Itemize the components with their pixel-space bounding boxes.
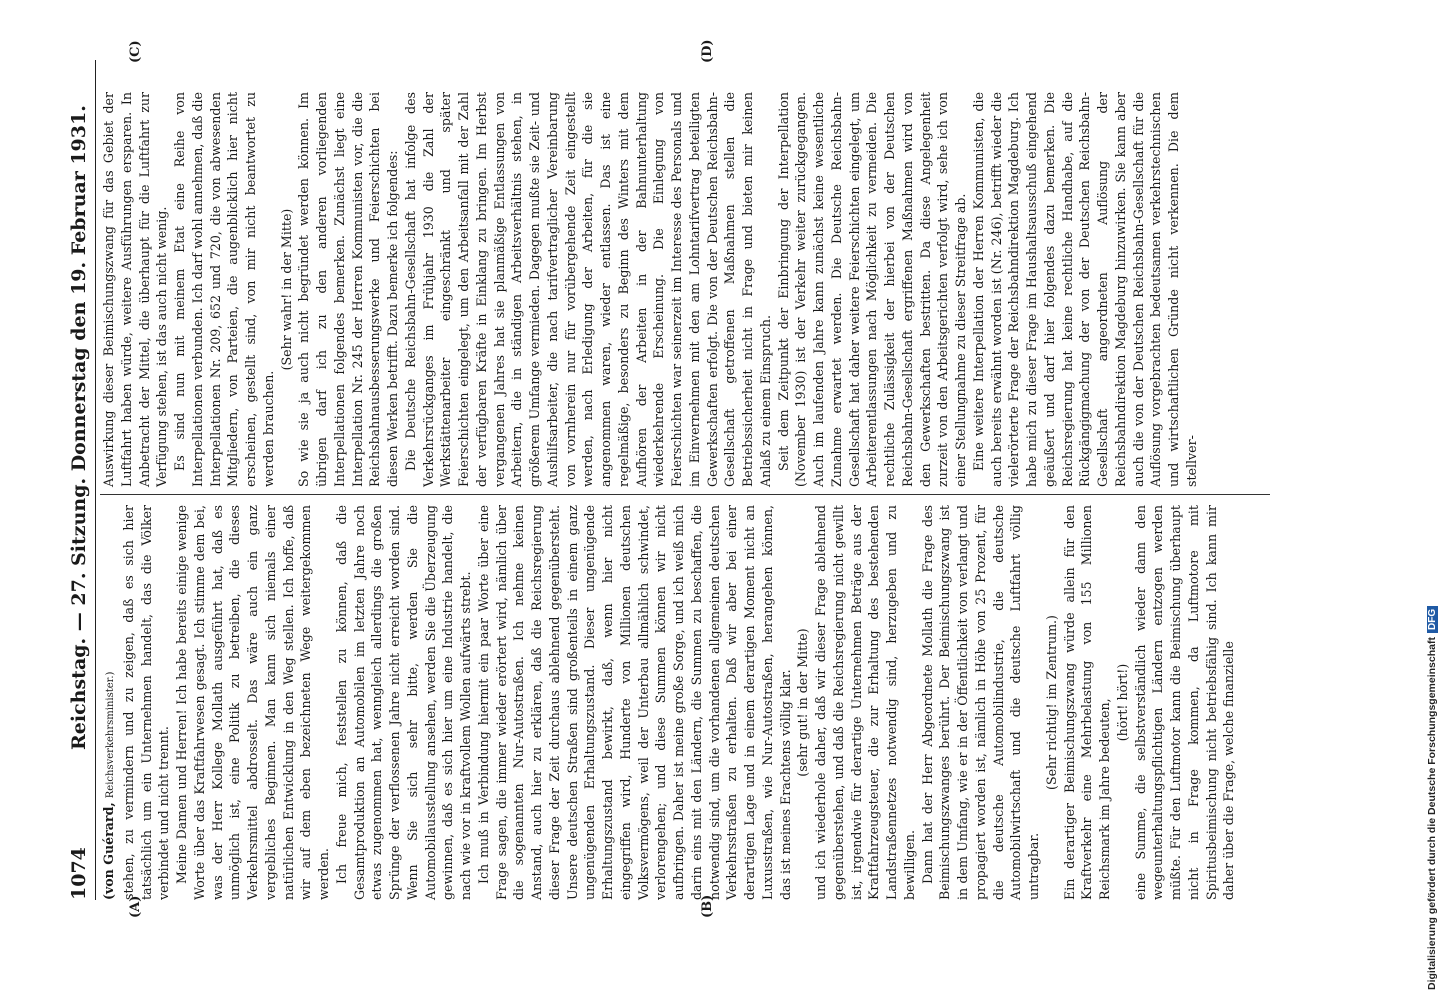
- margin-mark-a: (A): [128, 895, 143, 918]
- right-column: [100, 92, 1201, 487]
- paragraph: Seit dem Zeitpunkt der Einbringung der Interpellation (November 1930) ist der Verkehr weiter zurückgegangen. Auch im laufenden Jahre kann zunächst keine wesentliche Zunahme erwartet werden. Die Deutsche Reichsbahn-Gesellschaft hat daher weitere Feierschichten eingelegt, um Arbeiterentlassungen nach Möglichkeit zu vermeiden. Die rechtliche Zulässigkeit der hierbei von der Deutschen Reichsbahn-Gesellschaft ergriffenen Maßnahmen wird von den Gewerkschaften bestritten. Da diese Angelegenheit zurzeit von den Arbeitsgerichten verfolgt wird, sehe ich von einer Stellungnahme zu dieser Streitfrage ab.: [775, 92, 968, 487]
- paragraph: eine Summe, die selbstverständlich wieder dann den wegeunterhaltungspflichtigen Ländern entzogen werden müßte. Für den Luftmotor kann die Beimischung überhaupt nicht in Frage kommen, da Luftmotore mit Spiritusbeimischung nicht betriebsfähig sind. Ich kann mir daher über die Frage, welche finanzielle: [1132, 505, 1237, 900]
- margin-mark-b: (B): [700, 894, 715, 918]
- paragraph: Es sind nun mit meinem Etat eine Reihe von Interpellationen verbunden. Ich darf wohl annehmen, daß die Interpellationen Nr. 209, 652 und 720, die von abwesenden Mitgliedern, von Parteien, die augenblicklich hier nicht erscheinen, gestellt sind, von mir nicht beantwortet zu werden brauchen.: [172, 92, 276, 487]
- running-title: Reichstag. — 27. Sitzung. Donnerstag den 19. Februar 1931.: [68, 105, 90, 750]
- paragraph: Auswirkung dieser Beimischungszwang für das Gebiet der Luftfahrt haben würde, weitere Ausführungen ersparen. In Anbetracht der Mittel, die überhaupt für die Luftfahrt zur Verfügung stehen, ist das auch nicht wenig.: [101, 92, 170, 487]
- interjection: (sehr gut! in der Mitte): [795, 628, 811, 777]
- margin-mark-c: (C): [128, 40, 143, 63]
- paragraph: und ich wiederhole daher, daß wir dieser Frage ablehnend gegenüberstehen, und daß die Reichsregierung nicht gewillt ist, irgendwie für derartige Unternehmen Beträge aus der Kraftfahrzeugsteuer, die zur Erhaltung des bestehenden Landstraßennetzes notwendig sind, herzugeben und zu bewilligen.: [813, 505, 917, 900]
- paragraph: Meine Damen und Herren! Ich habe bereits einige wenige Worte über das Kraftfahrwesen gesagt. Ich stimme dem bei, was der Herr Kollege Mollath ausgeführt hat, daß es unmöglich ist, eine Politik zu betreiben, die dieses Verkehrsmittel abdrosselt. Das wäre auch ein ganz vergebliches Beginnen. Man kann sich niemals einer natürlichen Entwicklung in den Weg stellen. Ich hoffe, daß wir auf dem eben bezeichneten Wege weitergekommen werden.: [174, 505, 331, 900]
- paragraph: So wie sie ja auch nicht begründet werden können. Im übrigen darf ich zu den anderen vorliegenden Interpellationen folgendes bemerken. Zunächst liegt eine Interpellation Nr. 245 der Herren Kommunisten vor, die die Reichsbahnausbesserungswerke und Feierschichten bei diesen Werken betrifft. Dazu bemerke ich folgendes:: [296, 92, 400, 487]
- page-header: [68, 60, 94, 900]
- credit-text: Digitalisierung gefördert durch die Deutsche Forschungsgemeinschaft: [1426, 637, 1438, 990]
- paragraph: Ich muß in Verbindung hiermit ein paar Worte über eine Frage sagen, die immer wieder erörtert wird, nämlich über die sogenannten Nur-Autostraßen. Ich nehme keinen Anstand, auch hier zu erklären, daß die Reichsregierung dieser Frage der Zeit durchaus ablehnend gegenübersteht. Unsere deutschen Straßen sind großenteils in einem ganz ungenügenden Erhaltungszustand. Dieser ungenügende Erhaltungszustand bewirkt, daß, wenn hier nicht eingegriffen wird, Hunderte von Millionen deutschen Volksvermögens, weil der Unterbau allmählich schwindet, verlorengehen; und diese Summen können wir nicht aufbringen. Daher ist meine große Sorge, und ich weiß mich darin eins mit den Ländern, die Summen zu beschaffen, die notwendig sind, um die vorhandenen allgemeinen deutschen Verkehrsstraßen zu erhalten. Daß wir aber bei einer derartigen Lage und in einem derartigen Moment nicht an Luxusstraßen, wie Nur-Autostraßen, herangehen können, das ist meines Erachtens völlig klar.: [475, 505, 793, 900]
- speaker-title: Reichsverkehrsminister.): [105, 671, 116, 799]
- paragraph: Die Deutsche Reichsbahn-Gesellschaft hat infolge des Verkehrsrückganges im Frühjahr 1930 die Zahl der Werkstättenarbeiter eingeschränkt und später Feierschichten eingelegt, um den Arbeitsanfall mit der Zahl der verfügbaren Kräfte in Einklang zu bringen. Im Herbst vergangenen Jahres hat sie planmäßige Entlassungen von Arbeitern, die in ständigen Arbeitsverhältnis stehen, in größerem Umfange vermieden. Dagegen mußte sie Zeit- und Aushilfsarbeiter, die nach tarifvertraglicher Vereinbarung von vornherein nur für vorübergehende Zeit eingestellt werden, nach Erledigung der Arbeiten, für die sie angenommen waren, wieder entlassen. Das ist eine regelmäßige, besonders zu Beginn des Winters mit dem Aufhören der Arbeiten in der Bahnunterhaltung wiederkehrende Erscheinung. Die Einlegung von Feierschichten war seinerzeit im Interesse des Personals und im Einvernehmen mit den am Lohntarifvertrag beteiligten Gewerkschaften erfolgt. Die von der Deutschen Reichsbahn-Gesellschaft getroffenen Maßnahmen stellen die Betriebssicherheit nicht in Frage und bieten mir keinen Anlaß zu einem Einspruch.: [402, 92, 773, 487]
- paragraph: stehen, zu vermindern und zu zeigen, daß es sich hier tatsächlich um ein Unternehmen handelt, das die Völker verbindet und nicht trennt.: [120, 505, 172, 900]
- paragraph: Ein derartiger Beimischungszwang würde allein für den Kraftverkehr eine Mehrbelastung von 155 Millionen Reichsmark im Jahre bedeuten,: [1061, 505, 1112, 900]
- left-column: [100, 505, 1238, 900]
- interjection: (Sehr wahr! in der Mitte): [278, 208, 294, 371]
- page-number: 1074: [68, 847, 90, 900]
- paragraph: Eine weitere Interpellation der Herren Kommunisten, die auch bereits erwähnt worden ist (Nr. 246), betrifft wieder die vielerörterte Frage der Reichsbahndirektion Magdeburg. Ich habe mich zu dieser Frage im Haushaltsausschuß eingehend geäußert und darf hier folgendes dazu bemerken. Die Reichsregierung hat keine rechtliche Handhabe, auf die Rückgängigmachung der von der Deutschen Reichsbahn-Gesellschaft angeordneten Auflösung der Reichsbahndirektion Magdeburg hinzuwirken. Sie kann aber auch die von der Deutschen Reichsbahn-Gesellschaft für die Auflösung vorgebrachten bedeutsamen verkehrstechnischen und wirtschaftlichen Gründe nicht verkennen. Die dem stellver-: [970, 92, 1199, 487]
- dfg-logo: DFG: [1427, 606, 1438, 633]
- interjection: (Sehr richtig! im Zentrum.): [1043, 615, 1059, 790]
- speaker-line: [100, 505, 120, 900]
- paragraph: Dann hat der Herr Abgeordnete Mollath die Frage des Beimischungszwanges berührt. Der Beimischungszwang ist in dem Umfang, wie er in der Öffentlichkeit von verlangt und propagiert worden ist, nämlich in Höhe von 25 Prozent, für die deutsche Automobilindustrie, die deutsche Automobilwirtschaft und die deutsche Luftfahrt völlig untragbar.: [919, 505, 1041, 900]
- interjection: (hört! hört!): [1114, 663, 1130, 742]
- digitization-credit: [1426, 606, 1438, 990]
- speaker-name: (von Guérard,: [101, 802, 116, 900]
- margin-mark-d: (D): [700, 39, 715, 63]
- column-separator: [100, 494, 1270, 495]
- paragraph: Ich freue mich, feststellen zu können, daß die Gesamtproduktion an Automobilen im letzten Jahre noch etwas zugenommen hat, wenngleich allerdings die großen Sprünge der verflossenen Jahre nicht erreicht worden sind. Wenn Sie sich sehr bitte, werden Sie die Automobilausstellung ansehen, werden Sie die Überzeugung gewinnen, daß es sich hier um eine Industrie handelt, die nach wie vor in kraftvollem Wollen aufwärts strebt.: [333, 505, 473, 900]
- header-rule: [95, 60, 96, 900]
